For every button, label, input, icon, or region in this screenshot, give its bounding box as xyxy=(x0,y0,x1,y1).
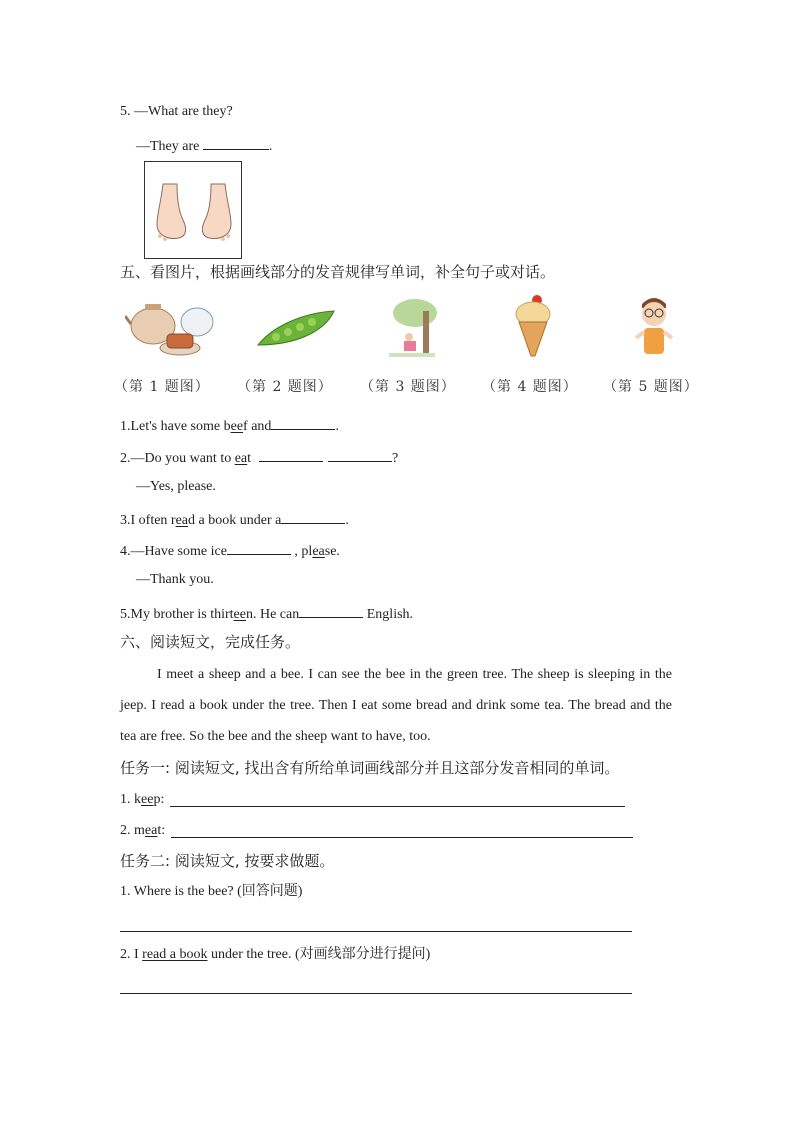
q5-answer-line xyxy=(136,135,272,156)
task-2-question-1: 1. Where is the bee? (回答问题) xyxy=(120,884,303,899)
boy-icon xyxy=(634,294,674,358)
item-2-end: ? xyxy=(392,451,399,466)
answer-blank[interactable] xyxy=(328,447,392,462)
word-2-text: 2. m xyxy=(120,823,145,838)
item-4 xyxy=(120,540,340,561)
ice-cream-icon xyxy=(513,292,553,358)
caption-4: （第 4 题图） xyxy=(482,379,578,395)
item-1-text-2: f and xyxy=(243,419,272,434)
word-1-underlined: ee xyxy=(141,792,154,807)
word-2-text-2: t: xyxy=(157,823,166,838)
item-1-end: . xyxy=(335,419,339,434)
item-3-text-2: d a book under a xyxy=(188,513,282,528)
feet-icon xyxy=(145,162,241,258)
item-2-text-2: t xyxy=(247,451,252,466)
item-5-text: 5.My brother is thirt xyxy=(120,607,234,622)
peapod-icon xyxy=(254,305,338,351)
word-2-underlined: ea xyxy=(144,823,158,838)
answer-blank[interactable] xyxy=(299,603,363,618)
answer-blank[interactable] xyxy=(203,135,269,150)
item-4-text-mid: , pl xyxy=(290,544,313,559)
item-1-underlined: ee xyxy=(230,419,244,434)
item-3 xyxy=(120,509,349,530)
q5-answer-suffix: . xyxy=(268,139,273,154)
answer-line-meat[interactable] xyxy=(171,837,633,838)
item-4-text: 4.—Have some ice xyxy=(120,544,227,559)
q2-underlined: read a book xyxy=(142,947,208,962)
item-4-underlined: ea xyxy=(312,544,325,559)
q2-text: 2. I xyxy=(120,947,143,962)
answer-blank[interactable] xyxy=(281,509,345,524)
answer-line-keep[interactable] xyxy=(170,806,625,807)
caption-5: （第 5 题图） xyxy=(603,379,699,395)
item-1 xyxy=(120,415,339,436)
item-2-underlined: ea xyxy=(234,451,248,466)
item-4-reply: —Thank you. xyxy=(136,572,214,587)
item-2 xyxy=(120,447,398,468)
item-1-text: 1.Let's have some b xyxy=(120,419,231,434)
item-3-text: 3.I often r xyxy=(120,513,176,528)
icecream-picture xyxy=(513,292,553,363)
item-4-text-2: se. xyxy=(324,544,340,559)
section-5-title: 五、看图片，根据画线部分的发音规律写单词，补全句子或对话。 xyxy=(120,263,556,281)
word-1-text-2: p: xyxy=(153,792,165,807)
feet-picture xyxy=(144,161,242,259)
peapod-picture xyxy=(254,305,338,356)
item-5-text-2: n. He can xyxy=(245,607,300,622)
task-1-word-1 xyxy=(120,791,164,809)
item-5-underlined: ee xyxy=(233,607,246,622)
task-1-word-2 xyxy=(120,822,165,840)
word-1-text: 1. k xyxy=(120,792,141,807)
task-1-title: 任务一: 阅读短文, 找出含有所给单词画线部分并且这部分发音相同的单词。 xyxy=(120,759,620,777)
item-3-end: . xyxy=(345,513,349,528)
answer-blank[interactable] xyxy=(271,415,335,430)
answer-line-q1[interactable] xyxy=(120,931,632,932)
q5-question: 5. —What are they? xyxy=(120,104,233,119)
item-2-reply: —Yes, please. xyxy=(136,479,216,494)
tea-picture xyxy=(125,292,220,365)
answer-blank[interactable] xyxy=(259,447,323,462)
caption-1: （第 1 题图） xyxy=(114,379,210,395)
item-5 xyxy=(120,603,413,624)
item-2-text: 2.—Do you want to xyxy=(120,451,235,466)
boy-picture xyxy=(634,294,674,363)
q5-answer-prefix: —They are xyxy=(136,139,200,154)
caption-3: （第 3 题图） xyxy=(360,379,456,395)
teapot-icon xyxy=(125,292,220,360)
q2-text-2: under the tree. (对画线部分进行提问) xyxy=(207,947,431,962)
item-3-underlined: ea xyxy=(175,513,189,528)
caption-2: （第 2 题图） xyxy=(237,379,333,395)
answer-blank[interactable] xyxy=(227,540,291,555)
item-5-end: English. xyxy=(363,607,414,622)
reading-passage xyxy=(120,659,672,752)
passage-text: I meet a sheep and a bee. I can see the bee in the green tree. The sheep is sleeping in the jeep. I read a book under the tree. Then I eat some bread and drink some tea. The bread and the tea are free. So the bee and the sheep want to have, too. xyxy=(120,667,672,744)
section-6-title: 六、阅读短文，完成任务。 xyxy=(120,633,301,651)
tree-picture xyxy=(385,297,437,364)
task-2-question-2 xyxy=(120,946,430,964)
tree-reading-icon xyxy=(385,297,437,359)
answer-line-q2[interactable] xyxy=(120,993,632,994)
task-2-title: 任务二: 阅读短文, 按要求做题。 xyxy=(120,852,335,870)
